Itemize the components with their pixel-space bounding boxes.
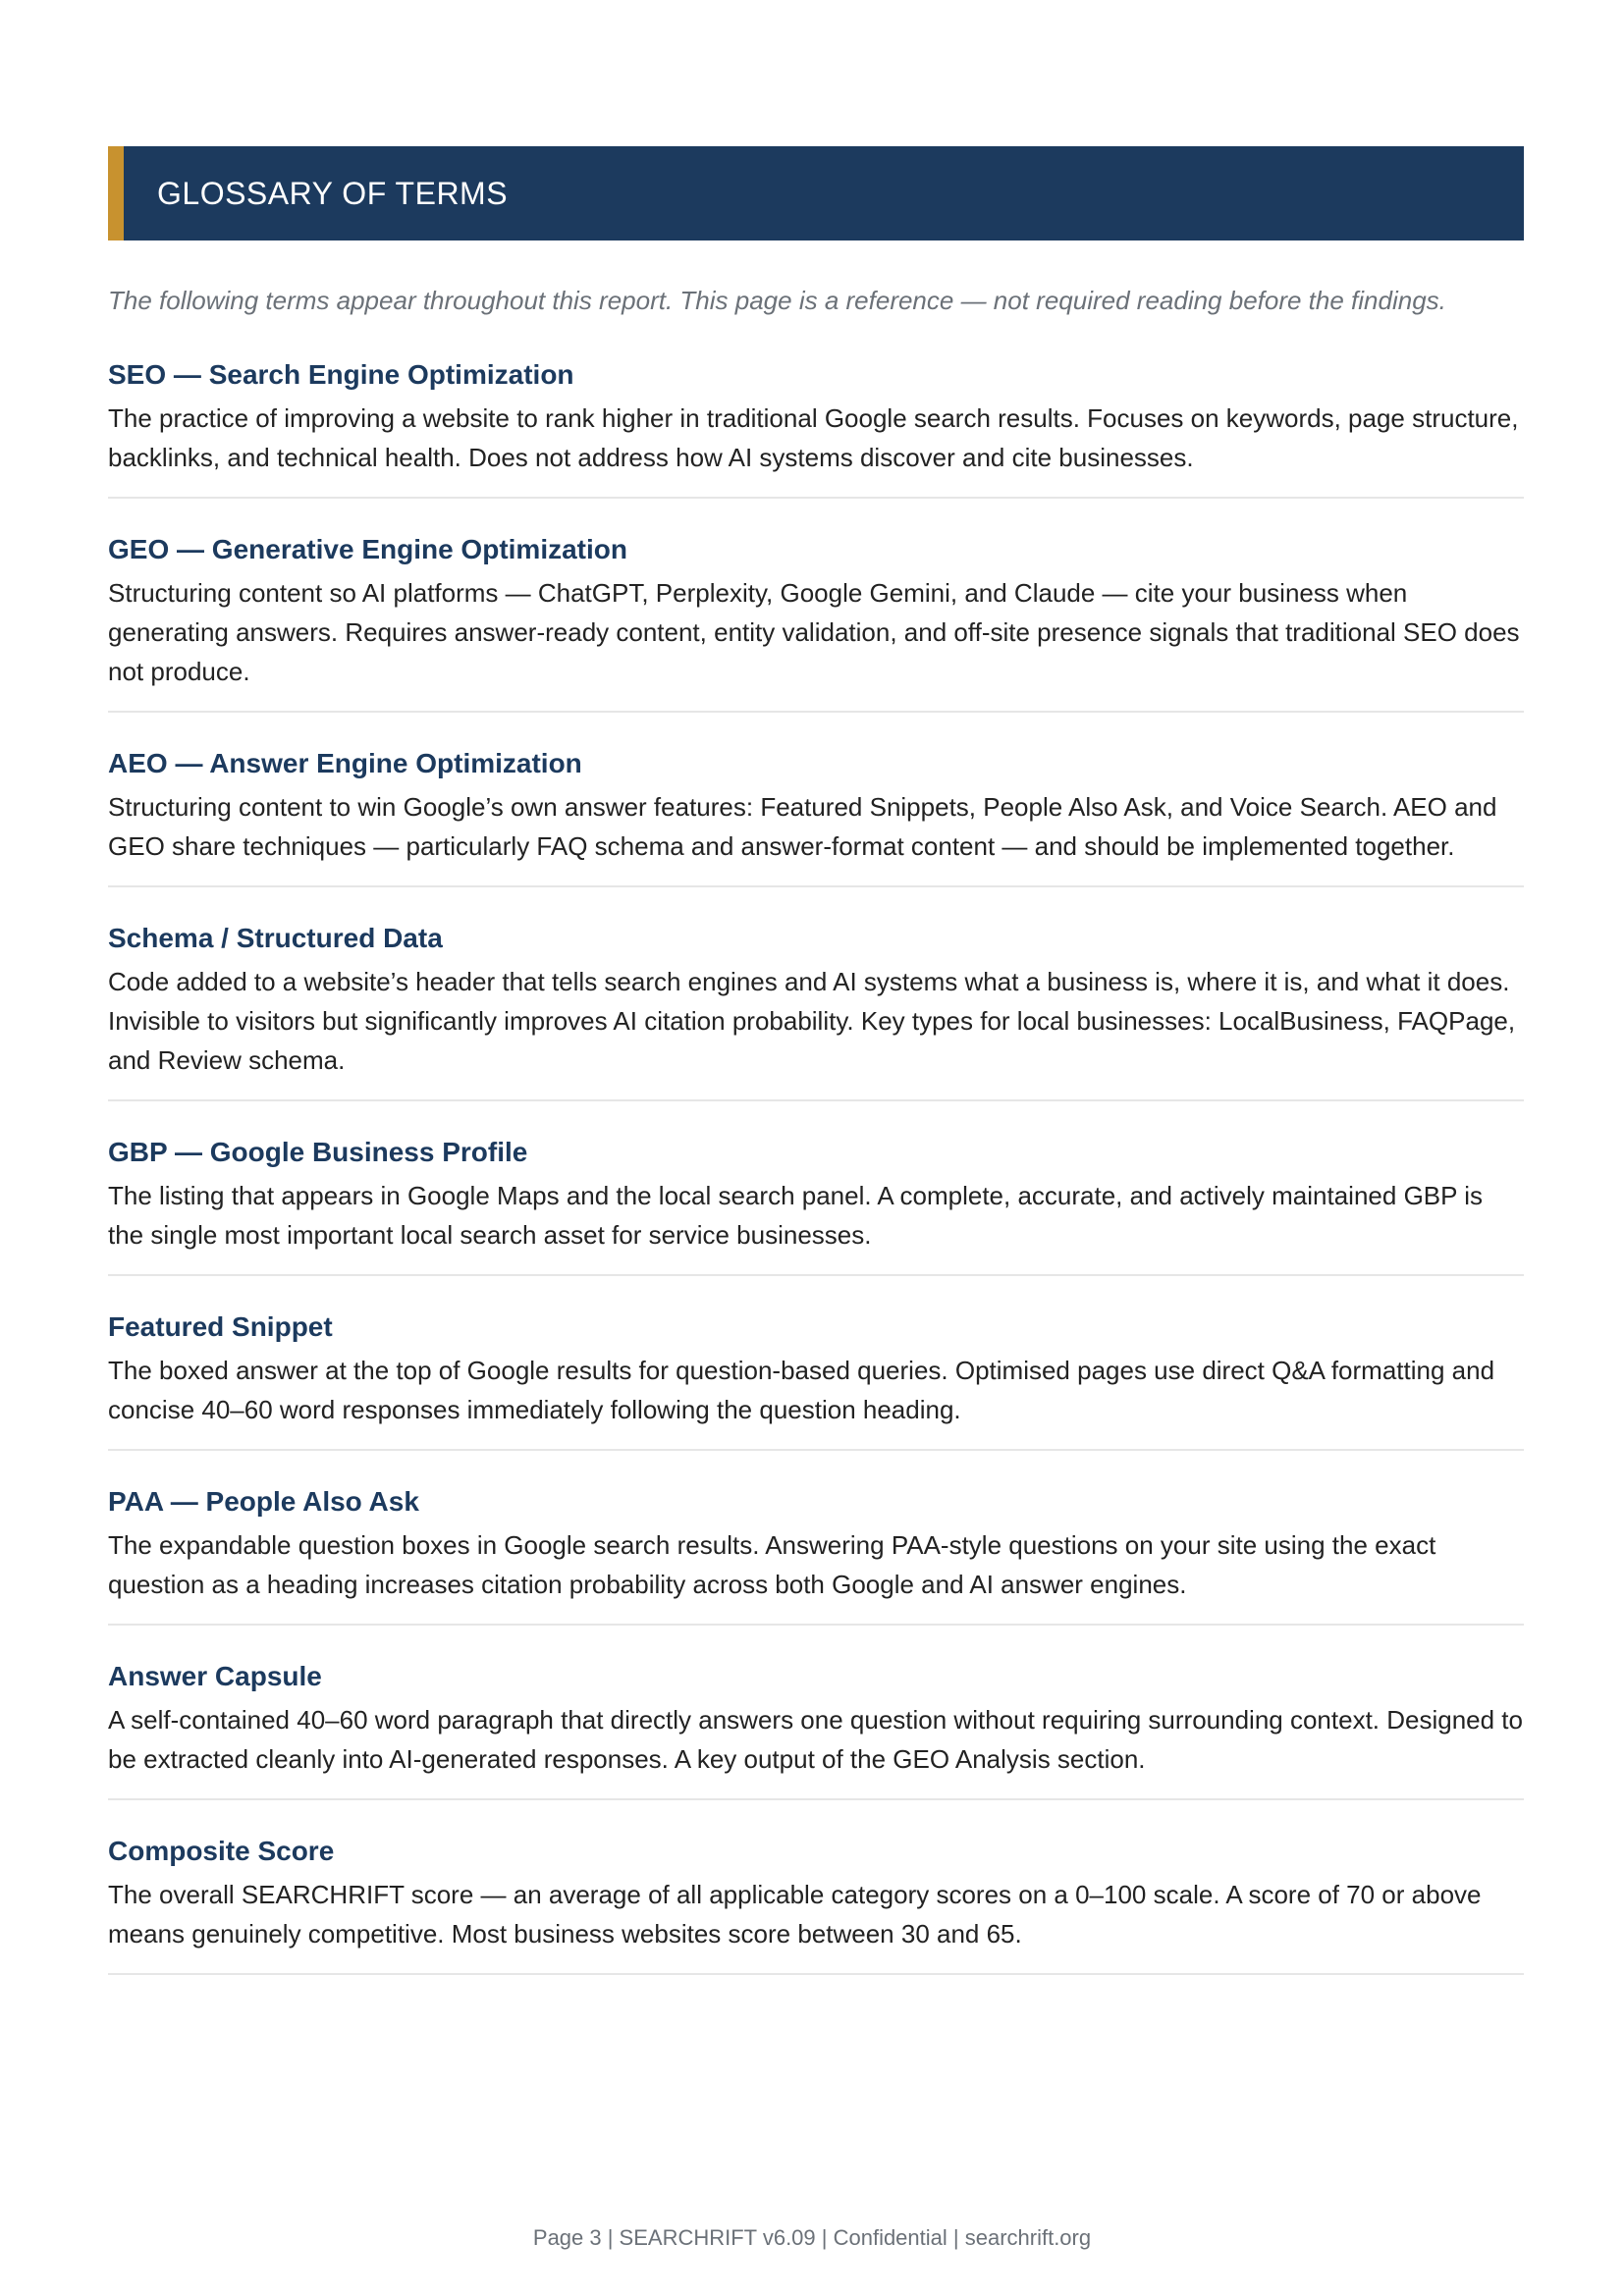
term-description: Structuring content to win Google’s own answer features: Featured Snippets, People Also Ask, and Voice Search. AEO and GEO share techniques — particularly FAQ schema and answer-format content — and should be implemented together. (108, 792, 1497, 861)
term-description: The overall SEARCHRIFT score — an average of all applicable category scores on a 0–100 scale. A score of 70 or above means genuinely competitive. Most business websites score between 30 and 65. (108, 1880, 1482, 1949)
term-title: GBP — Google Business Profile (108, 1137, 528, 1167)
term-title: SEO — Search Engine Optimization (108, 359, 574, 390)
term-title: PAA — People Also Ask (108, 1486, 419, 1517)
term-description: The boxed answer at the top of Google results for question-based queries. Optimised pages use direct Q&A formatting and concise 40–60 word responses immediately following the question heading. (108, 1356, 1495, 1424)
glossary-entry-paa (108, 1482, 1524, 1626)
glossary-entry-aeo (108, 744, 1524, 887)
term-title: AEO — Answer Engine Optimization (108, 748, 582, 778)
term-description: The practice of improving a website to rank higher in traditional Google search results. Focuses on keywords, page structure, backlinks, and technical health. Does not address how AI systems discover and cite businesses. (108, 403, 1519, 472)
term-title: Composite Score (108, 1836, 335, 1866)
glossary-entry-seo (108, 355, 1524, 499)
term-title: Schema / Structured Data (108, 923, 443, 953)
term-description: The expandable question boxes in Google search results. Answering PAA-style questions on your site using the exact question as a heading increases citation probability across both Google and AI answer engines. (108, 1530, 1436, 1599)
section-header (108, 146, 1524, 240)
term-description: Structuring content so AI platforms — ChatGPT, Perplexity, Google Gemini, and Claude — cite your business when generating answers. Requires answer-ready content, entity validation, and off-site presence signals that traditional SEO does not produce. (108, 578, 1520, 686)
header-accent-stripe (108, 146, 124, 240)
page-footer: Page 3 | SEARCHRIFT v6.09 | Confidential | searchrift.org (532, 2225, 1092, 2250)
glossary-entry-answer-capsule (108, 1657, 1524, 1800)
glossary-list (108, 355, 1524, 2006)
term-description: The listing that appears in Google Maps and the local search panel. A complete, accurate, and actively maintained GBP is the single most important local search asset for service businesses. (108, 1181, 1484, 1250)
glossary-entry-gbp (108, 1133, 1524, 1276)
glossary-entry-geo (108, 530, 1524, 713)
term-description: Code added to a website’s header that tells search engines and AI systems what a business is, where it is, and what it does. Invisible to visitors but significantly improves AI citation probability. Key types for local businesses: LocalBusiness, FAQPage, and Review schema. (108, 967, 1516, 1075)
glossary-entry-composite-score (108, 1832, 1524, 1975)
term-description: A self-contained 40–60 word paragraph that directly answers one question without requiring surrounding context. Designed to be extracted cleanly into AI-generated responses. A key output of the GEO Analysis section. (108, 1705, 1523, 1774)
term-title: GEO — Generative Engine Optimization (108, 534, 627, 564)
intro-text: The following terms appear throughout this report. This page is a reference — not required reading before the findings. (108, 286, 1446, 315)
glossary-entry-schema (108, 919, 1524, 1101)
term-title: Answer Capsule (108, 1661, 322, 1691)
glossary-entry-featured-snippet (108, 1308, 1524, 1451)
term-title: Featured Snippet (108, 1311, 333, 1342)
page-title: GLOSSARY OF TERMS (157, 176, 509, 211)
